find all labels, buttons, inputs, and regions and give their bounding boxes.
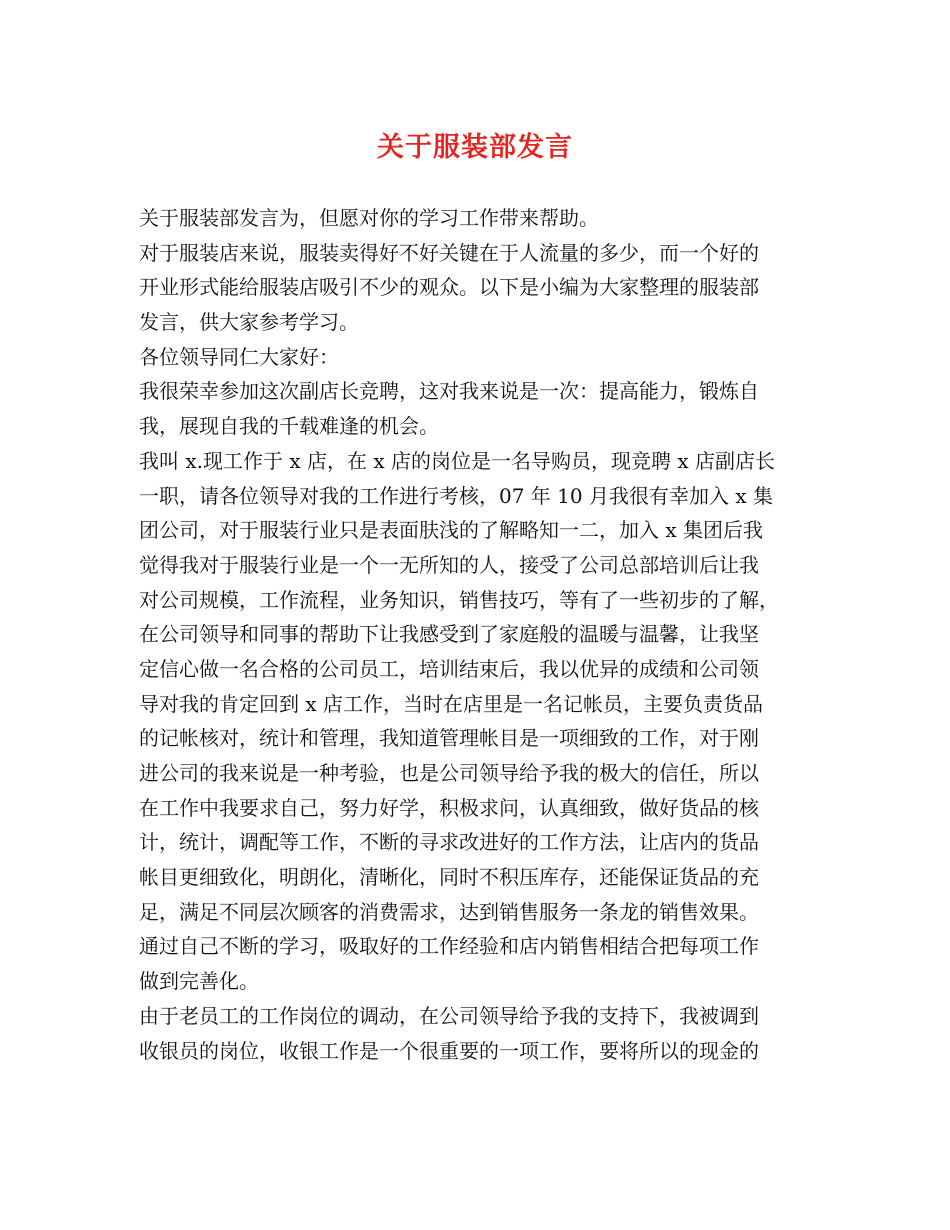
body-line: 各位领导同仁大家好：: [139, 344, 339, 369]
body-line: 导对我的肯定回到 x 店工作，当时在店里是一名记帐员，主要负责货品: [139, 691, 763, 716]
body-line: 我叫 x.现工作于 x 店，在 x 店的岗位是一名导购员，现竞聘 x 店副店长: [139, 448, 775, 473]
body-line: 通过自己不断的学习，吸取好的工作经验和店内销售相结合把每项工作: [139, 934, 759, 959]
body-line: 做到完善化。: [139, 969, 259, 994]
body-line: 由于老员工的工作岗位的调动，在公司领导给予我的支持下，我被调到: [139, 1003, 759, 1028]
body-line: 的记帐核对，统计和管理，我知道管理帐目是一项细致的工作，对于刚: [139, 726, 759, 751]
body-line: 一职，请各位领导对我的工作进行考核，07 年 10 月我很有幸加入 x 集: [139, 483, 773, 508]
body-line: 在公司领导和同事的帮助下让我感受到了家庭般的温暖与温馨，让我坚: [139, 622, 759, 647]
body-line: 我，展现自我的千载难逢的机会。: [139, 414, 439, 439]
body-line: 帐目更细致化，明朗化，清晰化，同时不积压库存，还能保证货品的充: [139, 865, 759, 890]
body-line: 计，统计，调配等工作，不断的寻求改进好的工作方法，让店内的货品: [139, 830, 759, 855]
body-line: 足，满足不同层次顾客的消费需求，达到销售服务一条龙的销售效果。: [139, 899, 759, 924]
body-line: 我很荣幸参加这次副店长竞聘，这对我来说是一次：提高能力，锻炼自: [139, 379, 759, 404]
body-line: 收银员的岗位，收银工作是一个很重要的一项工作，要将所以的现金的: [139, 1038, 759, 1063]
body-line: 关于服装部发言为，但愿对你的学习工作带来帮助。: [139, 206, 599, 230]
body-line: 定信心做一名合格的公司员工，培训结束后，我以优异的成绩和公司领: [139, 656, 759, 681]
body-line: 开业形式能给服装店吸引不少的观众。以下是小编为大家整理的服装部: [139, 275, 759, 300]
body-line: 在工作中我要求自己，努力好学，积极求问，认真细致，做好货品的核: [139, 795, 759, 820]
body-line: 觉得我对于服装行业是一个一无所知的人，接受了公司总部培训后让我: [139, 552, 759, 577]
document-body: [139, 201, 829, 1068]
body-line: 发言，供大家参考学习。: [139, 310, 359, 335]
body-line: 团公司，对于服装行业只是表面肤浅的了解略知一二，加入 x 集团后我: [139, 518, 763, 543]
body-line: 对于服装店来说，服装卖得好不好关键在于人流量的多少，而一个好的: [139, 240, 759, 265]
body-line: 对公司规模，工作流程，业务知识，销售技巧，等有了一些初步的了解，: [139, 587, 779, 612]
document-title: 关于服装部发言: [377, 132, 573, 163]
body-line: 进公司的我来说是一种考验，也是公司领导给予我的极大的信任，所以: [139, 761, 759, 785]
